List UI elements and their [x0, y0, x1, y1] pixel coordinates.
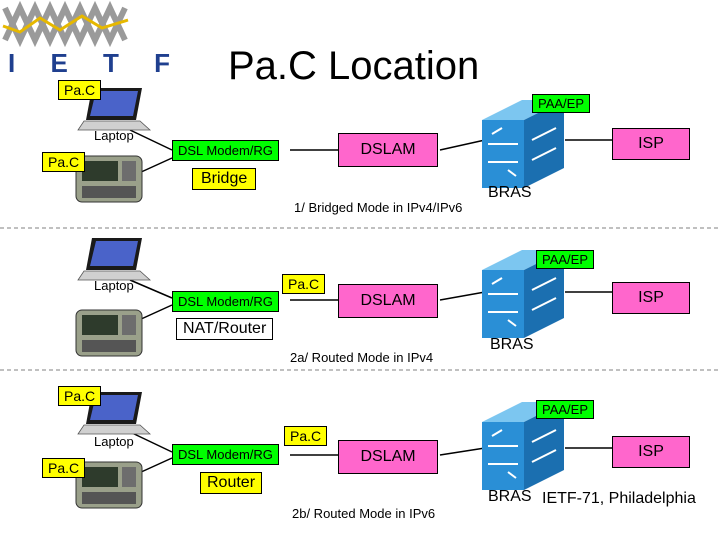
- bras-label: BRAS: [488, 184, 532, 201]
- isp-box: ISP: [612, 436, 690, 468]
- pac-label: Pa.C: [284, 426, 327, 446]
- dslam-box: DSLAM: [338, 440, 438, 474]
- ietf-logo-text: I E T F: [8, 48, 184, 78]
- page-title: Pa.C Location: [228, 44, 480, 88]
- bras-label: BRAS: [490, 336, 534, 353]
- dslam-box: DSLAM: [338, 284, 438, 318]
- pac-label: Pa.C: [282, 274, 325, 294]
- paa-ep-label: PAA/EP: [536, 250, 594, 269]
- paa-ep-label: PAA/EP: [536, 400, 594, 419]
- isp-box: ISP: [612, 128, 690, 160]
- bras-label: BRAS: [488, 488, 532, 505]
- isp-box: ISP: [612, 282, 690, 314]
- laptop-icon: [78, 238, 150, 280]
- pac-label: Pa.C: [42, 458, 85, 478]
- cpe-mode-label: Router: [200, 472, 262, 494]
- modem-label: DSL Modem/RG: [172, 140, 279, 161]
- footer-text: IETF-71, Philadelphia: [542, 490, 696, 507]
- mode-caption: 2b/ Routed Mode in IPv6: [292, 506, 436, 521]
- ietf-logo: [3, 8, 184, 78]
- pda-icon: [76, 156, 142, 202]
- pac-label: Pa.C: [58, 386, 101, 406]
- cpe-mode-label: Bridge: [192, 168, 256, 190]
- paa-ep-label: PAA/EP: [532, 94, 590, 113]
- laptop-caption: Laptop: [94, 128, 134, 143]
- pac-label: Pa.C: [42, 152, 85, 172]
- cpe-mode-label: NAT/Router: [176, 318, 273, 340]
- mode-caption: 1/ Bridged Mode in IPv4/IPv6: [294, 200, 463, 215]
- modem-label: DSL Modem/RG: [172, 444, 279, 465]
- ietf-logo-mark: [3, 8, 128, 40]
- modem-label: DSL Modem/RG: [172, 291, 279, 312]
- pda-icon: [76, 310, 142, 356]
- pda-icon: [76, 462, 142, 508]
- laptop-caption: Laptop: [94, 434, 134, 449]
- laptop-caption: Laptop: [94, 278, 134, 293]
- dslam-box: DSLAM: [338, 133, 438, 167]
- pac-label: Pa.C: [58, 80, 101, 100]
- network-switch-icon: [482, 100, 564, 188]
- mode-caption: 2a/ Routed Mode in IPv4: [290, 350, 434, 365]
